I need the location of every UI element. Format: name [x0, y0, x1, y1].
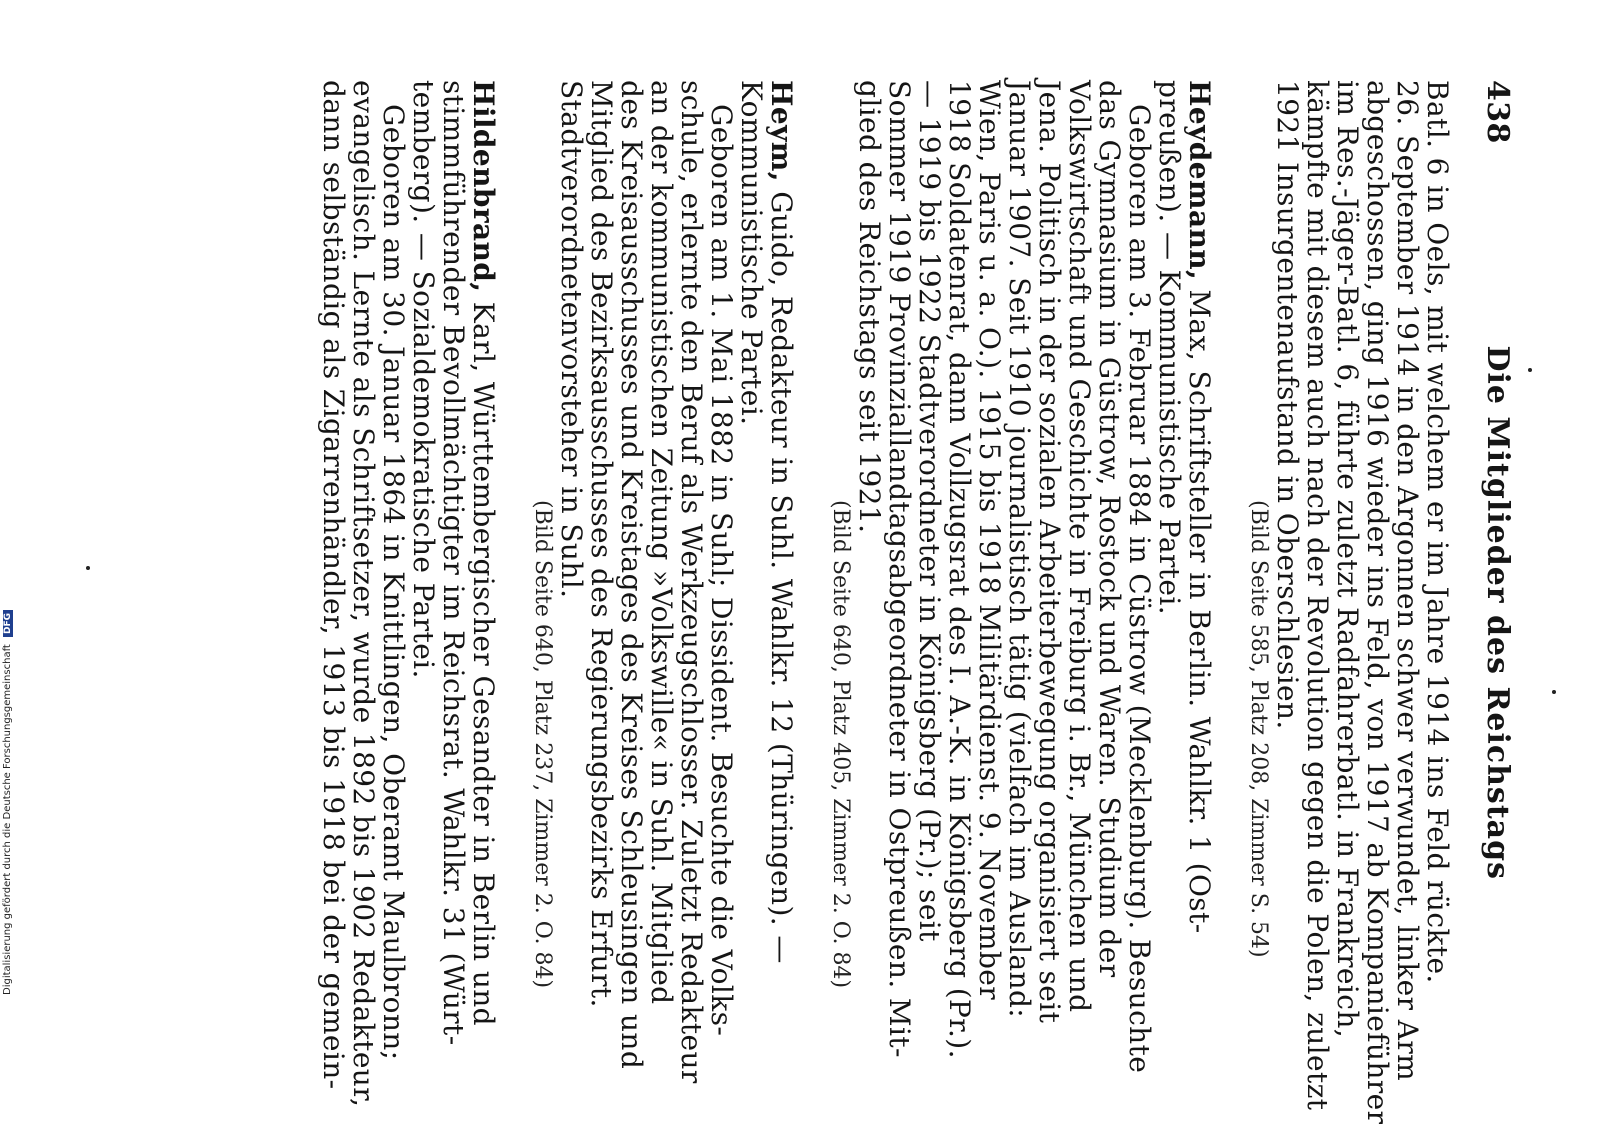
- text-line: preußen). — Kommunistische Partei.: [1153, 80, 1186, 616]
- entry-spacer: [498, 80, 528, 920]
- page-content: [317, 80, 1515, 1124]
- page-header: [1480, 80, 1515, 920]
- text-line: an der kommunistischen Zeitung »Volkswille« in Suhl. Mitglied: [645, 80, 678, 1005]
- text-line: evangelisch. Lernte als Schriftsetzer, wurde 1892 bis 1902 Redakteur,: [347, 80, 380, 1108]
- text-line: das Gymnasium in Güstrow, Rostock und Waren. Studium der: [1093, 80, 1126, 978]
- header-spacer: [1452, 80, 1482, 920]
- image-caption: (Bild Seite 585, Platz 208, Zimmer S. 54): [1246, 500, 1271, 958]
- text-line: stimmführender Bevollmächtigter im Reichsrat. Wahlkr. 31 (Würt-: [437, 80, 470, 1046]
- text-line: temberg). — Sozialdemokratische Partei.: [407, 80, 440, 679]
- text-line: abgeschossen, ging 1916 wieder ins Feld, von 1917 ab Kompanieführer: [1361, 80, 1394, 1124]
- text-line: Sommer 1919 Provinziallandtagsabgeordneter in Ostpreußen. Mit-: [883, 80, 916, 1058]
- scan-speck: [1552, 690, 1556, 694]
- entry-heydemann: [826, 80, 1216, 1074]
- text-line: 26. September 1914 in den Argonnen schwer verwundet, linker Arm: [1391, 80, 1424, 1082]
- text-line: schule, erlernte den Beruf als Werkzeugschlosser. Zuletzt Redakteur: [675, 80, 708, 1084]
- image-caption: (Bild Seite 640, Platz 405, Zimmer 2. O. 84): [828, 500, 853, 989]
- entry-name: Hildenbrand,: [467, 80, 500, 293]
- scan-speck: [1528, 368, 1532, 372]
- text-line: Jena. Politisch in der sozialen Arbeiterbewegung organisiert seit: [1033, 80, 1066, 1024]
- funding-text: Digitalisierung gefördert durch die Deutsche Forschungsgemeinschaft: [2, 644, 13, 995]
- entry-name: Heym,: [765, 80, 798, 182]
- dfg-logo: DFG: [3, 610, 13, 637]
- entry-heading: [765, 80, 798, 964]
- entry-heading: [467, 80, 500, 1027]
- text-line: Wien, Paris u. a. O.). 1915 bis 1918 Militärdienst. 9. November: [973, 80, 1006, 1001]
- scan-speck: [86, 566, 90, 570]
- entry-heading: [1183, 80, 1216, 934]
- text-line: Geboren am 30. Januar 1864 in Knittlingen, Oberamt Maulbronn;: [377, 104, 410, 1061]
- text-line: Volkswirtschaft und Geschichte in Freiburg i. Br., München und: [1063, 80, 1096, 1013]
- entry-spacer: [1214, 80, 1244, 920]
- entry-hildenbrand: [317, 80, 500, 1108]
- text-line: Max, Schriftsteller in Berlin. Wahlkr. 1 (Ost-: [1183, 289, 1216, 934]
- text-line: Guido, Redakteur in Suhl. Wahlkr. 12 (Thüringen). —: [765, 191, 798, 964]
- text-line: Karl, Württembergischer Gesandter in Berlin und: [467, 301, 500, 1027]
- page-number: 438: [1480, 80, 1515, 144]
- text-line: Kommunistische Partei.: [735, 80, 768, 426]
- text-line: kämpfte mit diesem auch nach der Revolution gegen die Polen, zuletzt: [1301, 80, 1334, 1111]
- text-line: 1921 Insurgentenaufstand in Oberschlesien.: [1271, 80, 1304, 730]
- continuation-block: [1244, 80, 1454, 1124]
- entry-name: Heydemann,: [1183, 80, 1216, 281]
- text-line: Batl. 6 in Oels, mit welchem er im Jahre 1914 ins Feld rückte.: [1421, 80, 1454, 984]
- text-line: dann selbständig als Zigarrenhändler, 1913 bis 1918 bei der gemein-: [317, 80, 350, 1090]
- text-line: Mitglied des Bezirksausschusses des Regierungsbezirks Erfurt.: [585, 80, 618, 1008]
- text-line: — 1919 bis 1922 Stadtverordneter in Königsberg (Pr.); seit: [913, 80, 946, 942]
- text-line: im Res.-Jäger-Batl. 6, führte zuletzt Radfahrerbatl. in Frankreich,: [1331, 80, 1364, 1039]
- image-caption: (Bild Seite 640, Platz 237, Zimmer 2. O. 84): [530, 500, 555, 989]
- text-line: glied des Reichstags seit 1921.: [853, 80, 886, 534]
- entry-spacer: [796, 80, 826, 920]
- entry-heym: [528, 80, 798, 1084]
- dfg-funding-note: [2, 610, 13, 995]
- text-line: Januar 1907. Seit 1910 journalistisch tätig (vielfach im Ausland:: [1003, 80, 1036, 1019]
- text-line: Stadtverordnetenvorsteher in Suhl.: [555, 80, 588, 599]
- text-line: Geboren am 3. Februar 1884 in Cüstrow (Mecklenburg). Besuchte: [1123, 104, 1156, 1074]
- running-head: Die Mitglieder des Reichstags: [1480, 345, 1515, 880]
- text-line: 1918 Soldatenrat, dann Vollzugsrat des I. A.-K. in Königsberg (Pr.).: [943, 80, 976, 1059]
- text-line: Geboren am 1. Mai 1882 in Suhl; Dissident. Besuchte die Volks-: [705, 104, 738, 1037]
- text-line: des Kreisausschusses und Kreistages des Kreises Schleusingen und: [615, 80, 648, 1070]
